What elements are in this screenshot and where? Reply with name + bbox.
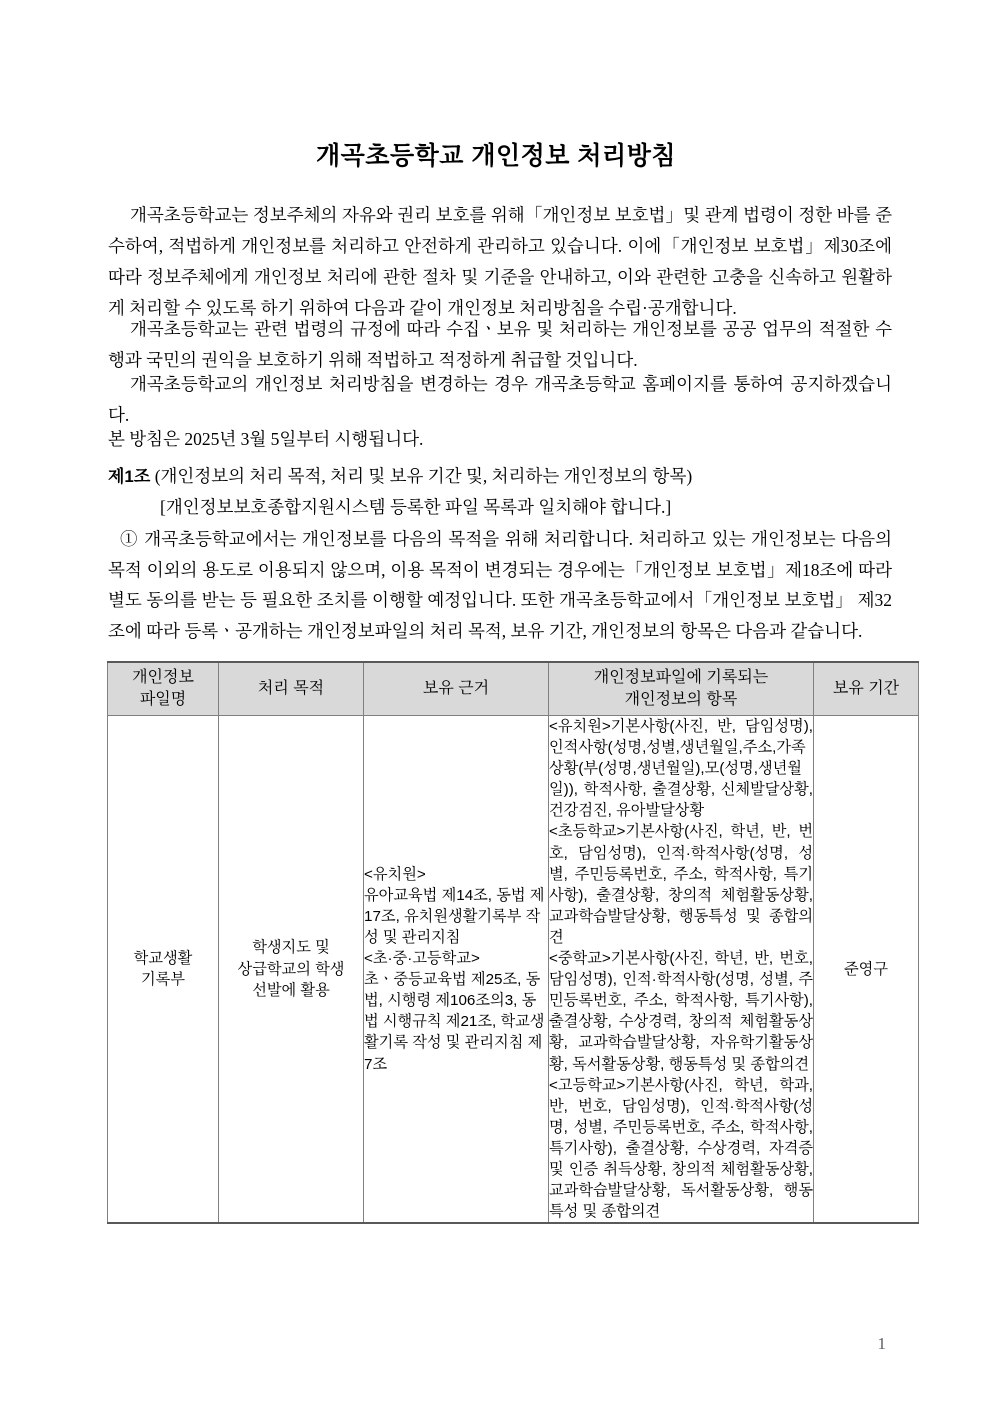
article-1-clause-1: ① 개곡초등학교에서는 개인정보를 다음의 목적을 위해 처리합니다. 처리하고 있는 개인정보는 다음의 목적 이외의 용도로 이용되지 않으며, 이용 목적이 변경되는 경우에는「개인정보 보호법」제18조에 따라 별도 동의를 받는 등 필요한 조치를 이행할 예정입니다. 또한 개곡초등학교에서「개인정보 보호법」 제32조에 따라 등록ㆍ공개하는 개인정보파일의 처리 목적, 보유 기간, 개인정보의 항목은 다음과 같습니다.	[108, 529, 892, 641]
header-file-name-line1: 개인정보	[132, 669, 194, 686]
article-title: (개인정보의 처리 목적, 처리 및 보유 기간 및, 처리하는 개인정보의 항목)	[154, 466, 693, 486]
cell-items: <유치원>기본사항(사진, 반, 담임성명), 인적사항(성명,성별,생년월일,주소,가족상황(부(성명,생년월일),모(성명,생년월일)), 학적사항, 출결상황, 신체발달상황, 건강검진, 유아발달상황 <초등학교>기본사항(사진, 학년, 반, 번호, 담임성명), 인적·학적사항(성명, 성별, 주민등록번호, 주소, 학적사항, 특기사항), 출결상황, 창의적 체험활동상황, 교과학습발달상황, 행동특성 및 종합의견 <중학교>기본사항(사진, 학년, 반, 번호, 담임성명), 인적·학적사항(성명, 성별, 주민등록번호, 주소, 학적사항, 특기사항), 출결상황, 수상경력, 창의적 체험활동상황, 교과학습발달상황, 자유학기활동상황, 독서활동상황, 행동특성 및 종합의견 <고등학교>기본사항(사진, 학년, 학과, 반, 번호, 담임성명), 인적·학적사항(성명, 성별, 주민등록번호, 주소, 학적사항, 특기사항), 출결상황, 수상경력, 자격증 및 인증 취득상황, 창의적 체험활동상황, 교과학습발달상황, 독서활동상황, 행동특성 및 종합의견	[549, 716, 814, 1224]
table-row	[108, 716, 919, 1224]
column-header-items	[549, 662, 814, 716]
page-title: 개곡초등학교 개인정보 처리방침	[316, 142, 676, 170]
paragraph-change-notice: 개곡초등학교의 개인정보 처리방침을 변경하는 경우 개곡초등학교 홈페이지를 통하여 공지하겠습니다.	[108, 374, 892, 425]
cell-basis: <유치원> 유아교육법 제14조, 동법 제17조, 유치원생활기록부 작성 및 관리지침 <초·중·고등학교> 초ㆍ중등교육법 제25조, 동법, 시행령 제106조의3, 동법 시행규칙 제21조, 학교생활기록 작성 및 관리지침 제7조	[364, 716, 549, 1224]
paragraph-intro: 개곡초등학교는 정보주체의 자유와 권리 보호를 위해「개인정보 보호법」및 관계 법령이 정한 바를 준수하여, 적법하게 개인정보를 처리하고 안전하게 관리하고 있습니다. 이에「개인정보 보호법」제30조에 따라 정보주체에게 개인정보 처리에 관한 절차 및 기준을 안내하고, 이와 관련한 고충을 신속하고 원활하게 처리할 수 있도록 하기 위하여 다음과 같이 개인정보 처리방침을 수립·공개합니다.	[108, 205, 892, 318]
page-number: 1	[877, 1334, 886, 1353]
article-1-subnote: [개인정보보호종합지원시스템 등록한 파일 목록과 일치해야 합니다.]	[160, 497, 672, 517]
article-1-heading	[108, 461, 892, 492]
paragraph-legal-handling: 개곡초등학교는 관련 법령의 규정에 따라 수집ㆍ보유 및 처리하는 개인정보를 공공 업무의 적절한 수행과 국민의 권익을 보호하기 위해 적법하고 적정하게 취급할 것입니다.	[108, 319, 892, 370]
header-file-name-line2: 파일명	[139, 691, 187, 708]
header-items-line1: 개인정보파일에 기록되는	[593, 669, 769, 686]
cell-file-name	[108, 716, 219, 1224]
purpose-line3: 선발에 활용	[252, 981, 330, 999]
file-name-line2: 기록부	[140, 971, 185, 989]
header-items-line2: 개인정보의 항목	[624, 691, 738, 708]
file-name-line1: 학교생활	[133, 950, 193, 968]
table-header	[108, 662, 919, 716]
table-header-row	[108, 662, 919, 716]
article-number: 제1조	[108, 467, 151, 486]
purpose-line1: 학생지도 및	[252, 939, 330, 957]
column-header-file-name	[108, 662, 219, 716]
column-header-purpose: 처리 목적	[219, 662, 364, 716]
table-body	[108, 716, 919, 1224]
personal-info-files-table	[107, 661, 919, 1224]
column-header-basis: 보유 근거	[364, 662, 549, 716]
cell-retention: 준영구	[814, 716, 919, 1224]
paragraph-effective-date: 본 방침은 2025년 3월 5일부터 시행됩니다.	[108, 429, 424, 449]
column-header-retention: 보유 기간	[814, 662, 919, 716]
cell-purpose	[219, 716, 364, 1224]
purpose-line2: 상급학교의 학생	[237, 960, 345, 978]
